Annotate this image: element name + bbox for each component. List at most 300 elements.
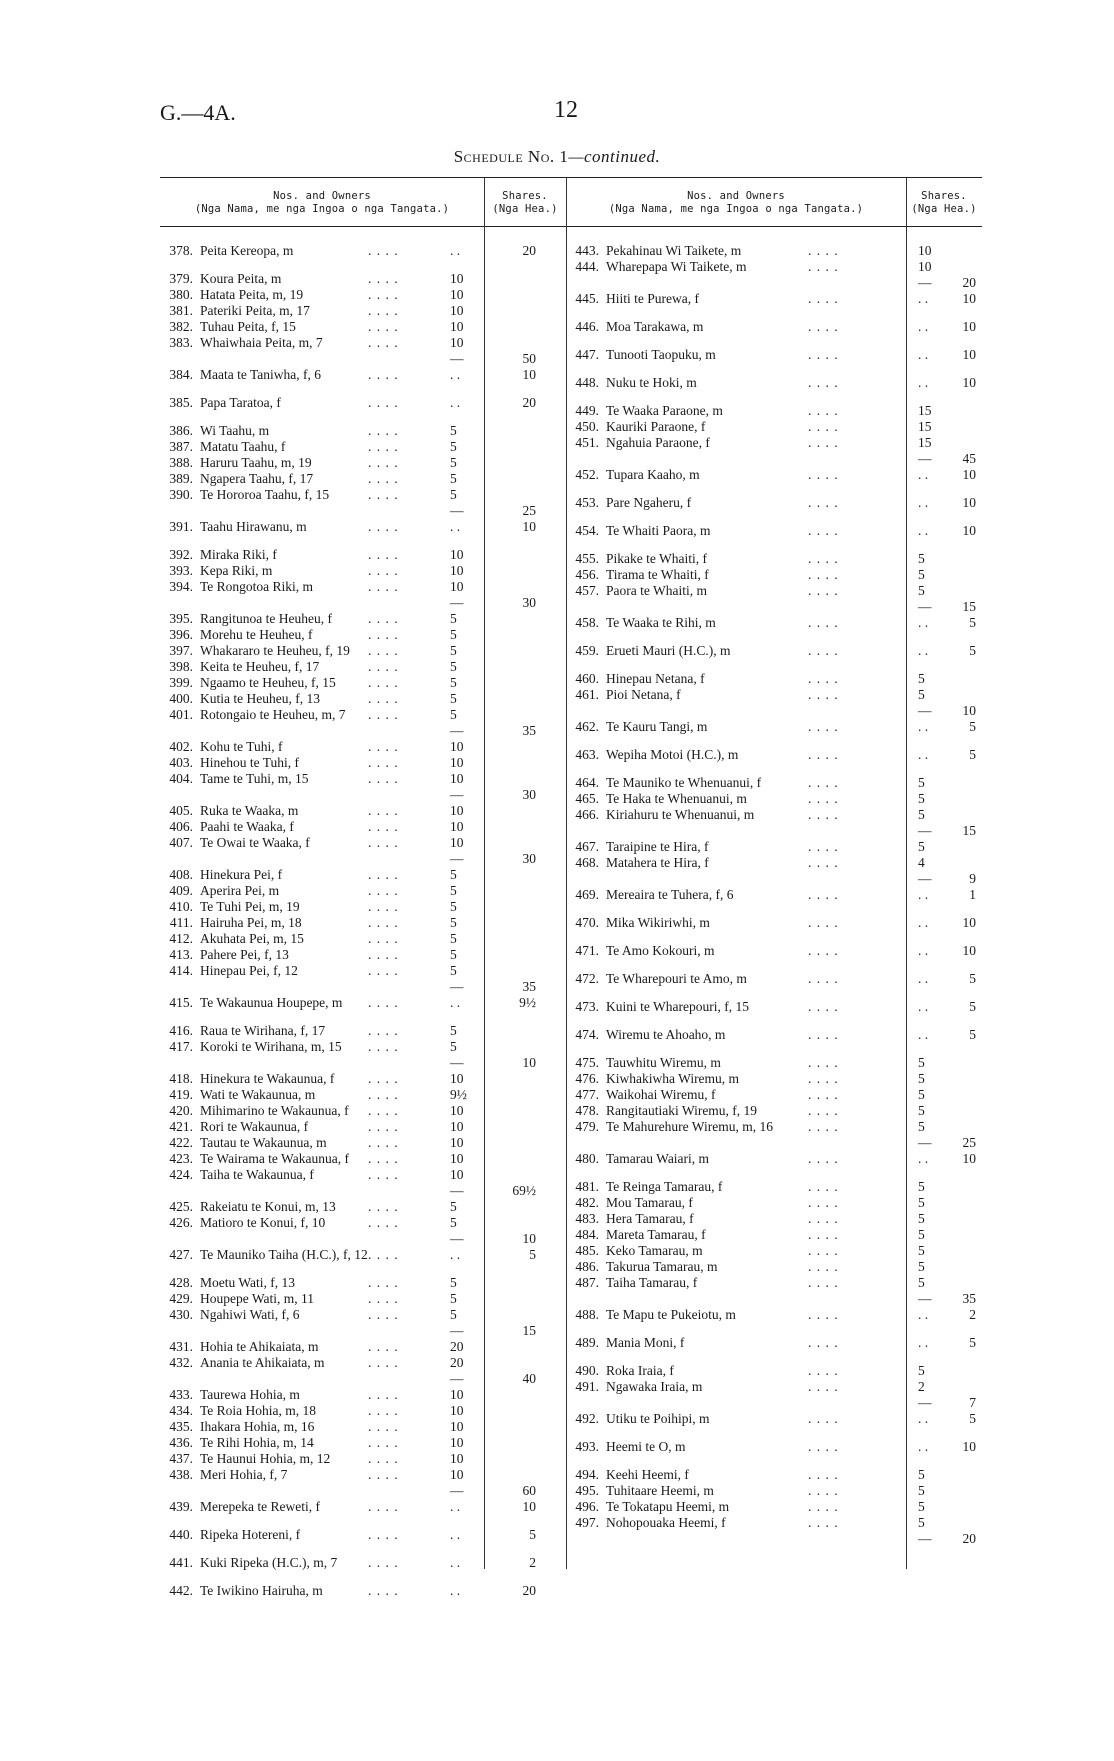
subtotal-dash: — [918, 275, 932, 290]
table-row [566, 1179, 982, 1195]
leader-dots: . . [918, 467, 929, 482]
right-owner-list [566, 243, 982, 1603]
leader-dots: . . . . [808, 1243, 839, 1258]
entry-number: 445. [575, 291, 599, 306]
share-total: 5 [969, 1027, 976, 1042]
leader-dots: . . . . [368, 579, 399, 594]
share-value: 9½ [450, 1087, 467, 1102]
entry-number: 463. [575, 747, 599, 762]
owner-name: Whaiwhaia Peita, m, 7 [200, 335, 323, 350]
owner-name: Hairuha Pei, m, 18 [200, 915, 302, 930]
owner-name: Te Wharepouri te Amo, m [606, 971, 747, 986]
leader-dots: . . . . [808, 971, 839, 986]
table-row [566, 1307, 982, 1323]
subtotal-row [160, 1183, 566, 1199]
share-value: 10 [450, 1403, 464, 1418]
table-row [566, 567, 982, 583]
table-row [160, 563, 566, 579]
share-value: 5 [450, 1275, 457, 1290]
leader-dots: . . . . [808, 719, 839, 734]
entry-number: 485. [575, 1243, 599, 1258]
table-row [566, 687, 982, 703]
leader-dots: . . . . [368, 547, 399, 562]
table-row [160, 455, 566, 471]
share-value: 15 [918, 419, 932, 434]
owner-name: Hiiti te Purewa, f [606, 291, 699, 306]
share-value: 5 [918, 775, 925, 790]
table-row [566, 375, 982, 391]
leader-dots: . . [918, 1027, 929, 1042]
owner-name: Kuini te Wharepouri, f, 15 [606, 999, 749, 1014]
owner-name: Miraka Riki, f [200, 547, 277, 562]
table-top-rule [160, 177, 982, 178]
owner-name: Te Mauniko te Whenuanui, f [606, 775, 762, 790]
entry-number: 454. [575, 523, 599, 538]
owner-name: Te Mahurehure Wiremu, m, 16 [606, 1119, 773, 1134]
share-total: 20 [522, 243, 536, 258]
share-total: 7 [969, 1395, 976, 1410]
entry-number: 424. [169, 1167, 193, 1182]
owner-name: Te Rongotoa Riki, m [200, 579, 314, 594]
leader-dots: . . . . [368, 243, 399, 258]
table-row [566, 1243, 982, 1259]
share-value: 5 [918, 1275, 925, 1290]
leader-dots: . . [918, 999, 929, 1014]
leader-dots: . . . . [808, 495, 839, 510]
leader-dots: . . . . [368, 1555, 399, 1570]
entry-number: 390. [169, 487, 193, 502]
owner-name: Te Haunui Hohia, m, 12 [200, 1451, 331, 1466]
leader-dots: . . . . [368, 1167, 399, 1182]
leader-dots: . . . . [808, 1363, 839, 1378]
leader-dots: . . . . [808, 1087, 839, 1102]
owners-header-line1: Nos. and Owners [273, 190, 371, 202]
table-row [566, 1259, 982, 1275]
entry-number: 475. [575, 1055, 599, 1070]
entry-number: 440. [169, 1527, 193, 1542]
share-value: 5 [918, 1467, 925, 1482]
share-value: 10 [450, 755, 464, 770]
owners-header-line1: Nos. and Owners [687, 190, 785, 202]
entry-number: 411. [169, 915, 193, 930]
table-row [566, 1055, 982, 1071]
owner-name: Te Roia Hohia, m, 18 [200, 1403, 317, 1418]
table-row [566, 1027, 982, 1043]
share-value: 10 [450, 303, 464, 318]
share-value: 5 [918, 551, 925, 566]
subtotal-dash: — [450, 1323, 464, 1338]
table-row [566, 855, 982, 871]
leader-dots: . . . . [368, 335, 399, 350]
document-reference: G.—4A. [160, 100, 236, 125]
share-total: 10 [522, 519, 536, 534]
owner-name: Kutia te Heuheu, f, 13 [200, 691, 320, 706]
entry-number: 417. [169, 1039, 193, 1054]
share-value: 4 [918, 855, 925, 870]
leader-dots: . . [918, 1307, 929, 1322]
entry-number: 479. [575, 1119, 599, 1134]
leader-dots: . . . . [808, 1179, 839, 1194]
leader-dots: . . . . [368, 1135, 399, 1150]
share-value: 10 [450, 835, 464, 850]
leader-dots: . . . . [368, 803, 399, 818]
share-total: 15 [962, 823, 976, 838]
entry-number: 378. [169, 243, 193, 258]
leader-dots: . . . . [808, 1275, 839, 1290]
owner-name: Wati te Wakaunua, m [200, 1087, 316, 1102]
owner-name: Tupara Kaaho, m [606, 467, 700, 482]
leader-dots: . . . . [808, 347, 839, 362]
entry-number: 460. [575, 671, 599, 686]
leader-dots: . . . . [808, 887, 839, 902]
entry-number: 490. [575, 1363, 599, 1378]
owner-name: Te Waaka Paraone, m [606, 403, 723, 418]
table-row [160, 335, 566, 351]
subtotal-dash: — [450, 723, 464, 738]
share-value: 10 [450, 1451, 464, 1466]
table-row [566, 643, 982, 659]
subtotal-dash: — [450, 851, 464, 866]
owner-name: Moetu Wati, f, 13 [200, 1275, 296, 1290]
owner-name: Takurua Tamarau, m [606, 1259, 718, 1274]
entry-number: 434. [169, 1403, 193, 1418]
table-row [566, 791, 982, 807]
leader-dots: . . . . [368, 1527, 399, 1542]
leader-dots: . . . . [368, 1451, 399, 1466]
owner-name: Morehu te Heuheu, f [200, 627, 313, 642]
entry-number: 457. [575, 583, 599, 598]
entry-number: 481. [575, 1179, 599, 1194]
share-total: 10 [962, 943, 976, 958]
share-total: 10 [962, 703, 976, 718]
entry-number: 391. [169, 519, 193, 534]
entry-number: 408. [169, 867, 193, 882]
leader-dots: . . . . [808, 999, 839, 1014]
owner-name: Anania te Ahikaiata, m [200, 1355, 325, 1370]
share-value: 5 [918, 1227, 925, 1242]
subtotal-dash: — [450, 979, 464, 994]
table-row [566, 615, 982, 631]
table-row [566, 1379, 982, 1395]
entry-number: 472. [575, 971, 599, 986]
share-total: 40 [522, 1371, 536, 1386]
leader-dots: . . . . [808, 1335, 839, 1350]
table-row [160, 243, 566, 259]
entry-number: 400. [169, 691, 193, 706]
entry-number: 432. [169, 1355, 193, 1370]
owner-name: Tamarau Waiari, m [606, 1151, 710, 1166]
leader-dots: . . . . [368, 1087, 399, 1102]
table-row [160, 1215, 566, 1231]
entry-number: 413. [169, 947, 193, 962]
subtotal-dash: — [450, 595, 464, 610]
table-row [160, 675, 566, 691]
table-row [160, 1119, 566, 1135]
table-row [566, 915, 982, 931]
subtotal-row [566, 703, 982, 719]
right-owners-header [566, 190, 906, 216]
share-value: 5 [450, 611, 457, 626]
entry-number: 396. [169, 627, 193, 642]
owner-name: Tame te Tuhi, m, 15 [200, 771, 309, 786]
share-value: 5 [450, 707, 457, 722]
table-row [160, 883, 566, 899]
share-value: 5 [918, 1055, 925, 1070]
owner-name: Hinehou te Tuhi, f [200, 755, 300, 770]
table-row [566, 1103, 982, 1119]
share-value: 5 [450, 1215, 457, 1230]
table-row [160, 1167, 566, 1183]
owner-name: Akuhata Pei, m, 15 [200, 931, 304, 946]
entry-number: 482. [575, 1195, 599, 1210]
share-total: 10 [962, 495, 976, 510]
page-number: 12 [554, 97, 578, 123]
table-row [566, 775, 982, 791]
leader-dots: . . . . [808, 1151, 839, 1166]
share-value: 10 [450, 1151, 464, 1166]
table-row [160, 547, 566, 563]
subtotal-row [160, 595, 566, 611]
table-row [160, 1071, 566, 1087]
entry-number: 495. [575, 1483, 599, 1498]
owner-name: Whakararo te Heuheu, f, 19 [200, 643, 350, 658]
left-owners-header [160, 190, 484, 216]
owner-name: Wepiha Motoi (H.C.), m [606, 747, 739, 762]
entry-number: 455. [575, 551, 599, 566]
leader-dots: . . . . [368, 1247, 399, 1262]
entry-number: 467. [575, 839, 599, 854]
share-total: 10 [962, 1151, 976, 1166]
share-value: 5 [918, 1363, 925, 1378]
subtotal-row [160, 1323, 566, 1339]
entry-number: 470. [575, 915, 599, 930]
share-value: 10 [450, 803, 464, 818]
owner-name: Taiha te Wakaunua, f [200, 1167, 314, 1182]
table-row [566, 1483, 982, 1499]
share-total: 5 [969, 971, 976, 986]
entry-number: 448. [575, 375, 599, 390]
share-total: 9 [969, 871, 976, 886]
subtotal-row [566, 599, 982, 615]
leader-dots: . . . . [368, 1291, 399, 1306]
owner-name: Rori te Wakaunua, f [200, 1119, 309, 1134]
share-value: 10 [450, 1071, 464, 1086]
table-row [566, 943, 982, 959]
share-value: 5 [450, 899, 457, 914]
table-row [160, 1151, 566, 1167]
table-row [160, 771, 566, 787]
table-row [566, 523, 982, 539]
subtotal-row [566, 823, 982, 839]
share-value: 2 [918, 1379, 925, 1394]
entry-number: 398. [169, 659, 193, 674]
table-row [160, 1135, 566, 1151]
subtotal-row [160, 1371, 566, 1387]
share-total: 15 [962, 599, 976, 614]
owner-name: Rangitunoa te Heuheu, f [200, 611, 332, 626]
leader-dots: . . . . [368, 627, 399, 642]
leader-dots: . . . . [808, 403, 839, 418]
subtotal-row [566, 871, 982, 887]
entry-number: 414. [169, 963, 193, 978]
entry-number: 494. [575, 1467, 599, 1482]
share-total: 5 [969, 1335, 976, 1350]
owner-name: Te Mapu te Pukeiotu, m [606, 1307, 736, 1322]
owner-name: Wharepapa Wi Taikete, m [606, 259, 747, 274]
leader-dots: . . . . [368, 1355, 399, 1370]
leader-dots: . . . . [808, 615, 839, 630]
entry-number: 381. [169, 303, 193, 318]
entry-number: 458. [575, 615, 599, 630]
table-row [160, 899, 566, 915]
subtotal-dash: — [450, 787, 464, 802]
owner-name: Nuku te Hoki, m [606, 375, 697, 390]
share-value: 10 [450, 1135, 464, 1150]
entry-number: 484. [575, 1227, 599, 1242]
share-value: 5 [918, 1119, 925, 1134]
table-row [566, 259, 982, 275]
owner-name: Wi Taahu, m [200, 423, 270, 438]
entry-number: 480. [575, 1151, 599, 1166]
share-total: 20 [962, 1531, 976, 1546]
leader-dots: . . . . [808, 1307, 839, 1322]
leader-dots: . . . . [808, 1439, 839, 1454]
leader-dots: . . . . [808, 419, 839, 434]
entry-number: 392. [169, 547, 193, 562]
entry-number: 427. [169, 1247, 193, 1262]
entry-number: 435. [169, 1419, 193, 1434]
leader-dots: . . . . [368, 931, 399, 946]
leader-dots: . . . . [808, 1227, 839, 1242]
table-row [566, 1227, 982, 1243]
share-value: 5 [450, 659, 457, 674]
leader-dots: . . [450, 1247, 461, 1262]
entry-number: 493. [575, 1439, 599, 1454]
entry-number: 442. [169, 1583, 193, 1598]
leader-dots: . . . . [368, 1419, 399, 1434]
table-row [566, 347, 982, 363]
share-total: 10 [962, 347, 976, 362]
entry-number: 491. [575, 1379, 599, 1394]
leader-dots: . . . . [368, 1275, 399, 1290]
subtotal-dash: — [450, 1231, 464, 1246]
owner-name: Papa Taratoa, f [200, 395, 281, 410]
entry-number: 444. [575, 259, 599, 274]
share-total: 10 [962, 523, 976, 538]
leader-dots: . . [918, 615, 929, 630]
share-value: 5 [450, 963, 457, 978]
owner-name: Hinekura Pei, f [200, 867, 283, 882]
entry-number: 486. [575, 1259, 599, 1274]
entry-number: 393. [169, 563, 193, 578]
leader-dots: . . [450, 1499, 461, 1514]
owner-name: Waikohai Wiremu, f [606, 1087, 716, 1102]
share-value: 5 [918, 1071, 925, 1086]
leader-dots: . . . . [368, 867, 399, 882]
entry-number: 429. [169, 1291, 193, 1306]
leader-dots: . . [450, 395, 461, 410]
owner-name: Hinepau Netana, f [606, 671, 705, 686]
share-value: 5 [918, 567, 925, 582]
owner-name: Kohu te Tuhi, f [200, 739, 283, 754]
table-row [160, 963, 566, 979]
owner-name: Te Wakaunua Houpepe, m [200, 995, 343, 1010]
table-row [566, 1071, 982, 1087]
table-row [160, 915, 566, 931]
share-value: 10 [450, 335, 464, 350]
leader-dots: . . . . [808, 915, 839, 930]
leader-dots: . . . . [808, 671, 839, 686]
leader-dots: . . . . [808, 687, 839, 702]
table-row [160, 287, 566, 303]
leader-dots: . . . . [368, 659, 399, 674]
owner-name: Hera Tamarau, f [606, 1211, 694, 1226]
entry-number: 399. [169, 675, 193, 690]
owner-name: Ngaamo te Heuheu, f, 15 [200, 675, 336, 690]
leader-dots: . . [918, 915, 929, 930]
table-row [160, 303, 566, 319]
share-total: 5 [969, 643, 976, 658]
table-row [566, 1439, 982, 1455]
table-row [160, 1199, 566, 1215]
entry-number: 394. [169, 579, 193, 594]
leader-dots: . . . . [808, 1259, 839, 1274]
table-row [566, 1275, 982, 1291]
table-row [160, 1419, 566, 1435]
entry-number: 433. [169, 1387, 193, 1402]
share-value: 10 [450, 1167, 464, 1182]
subtotal-row [160, 351, 566, 367]
share-value: 5 [450, 643, 457, 658]
leader-dots: . . . . [368, 1215, 399, 1230]
entry-number: 397. [169, 643, 193, 658]
table-row [566, 747, 982, 763]
share-total: 45 [962, 451, 976, 466]
table-row [160, 755, 566, 771]
entry-number: 468. [575, 855, 599, 870]
leader-dots: . . . . [368, 439, 399, 454]
leader-dots: . . . . [368, 771, 399, 786]
entry-number: 409. [169, 883, 193, 898]
leader-dots: . . . . [368, 1307, 399, 1322]
owner-name: Keko Tamarau, m [606, 1243, 703, 1258]
owner-name: Taahu Hirawanu, m [200, 519, 307, 534]
owner-name: Utiku te Poihipi, m [606, 1411, 710, 1426]
entry-number: 488. [575, 1307, 599, 1322]
owner-name: Pahere Pei, f, 13 [200, 947, 289, 962]
leader-dots: . . . . [808, 1467, 839, 1482]
leader-dots: . . . . [808, 243, 839, 258]
share-value: 5 [918, 671, 925, 686]
leader-dots: . . . . [368, 835, 399, 850]
table-row [160, 1039, 566, 1055]
share-total: 35 [522, 979, 536, 994]
owner-name: Te Waaka te Rihi, m [606, 615, 716, 630]
share-value: 10 [450, 1103, 464, 1118]
share-value: 5 [918, 1243, 925, 1258]
subtotal-dash: — [918, 823, 932, 838]
leader-dots: . . . . [808, 775, 839, 790]
subtotal-dash: — [918, 451, 932, 466]
subtotal-dash: — [918, 703, 932, 718]
share-value: 5 [450, 947, 457, 962]
owner-name: Te Tuhi Pei, m, 19 [200, 899, 300, 914]
leader-dots: . . [918, 291, 929, 306]
entry-number: 415. [169, 995, 193, 1010]
share-total: 10 [962, 467, 976, 482]
table-row [566, 887, 982, 903]
subtotal-row [160, 1483, 566, 1499]
